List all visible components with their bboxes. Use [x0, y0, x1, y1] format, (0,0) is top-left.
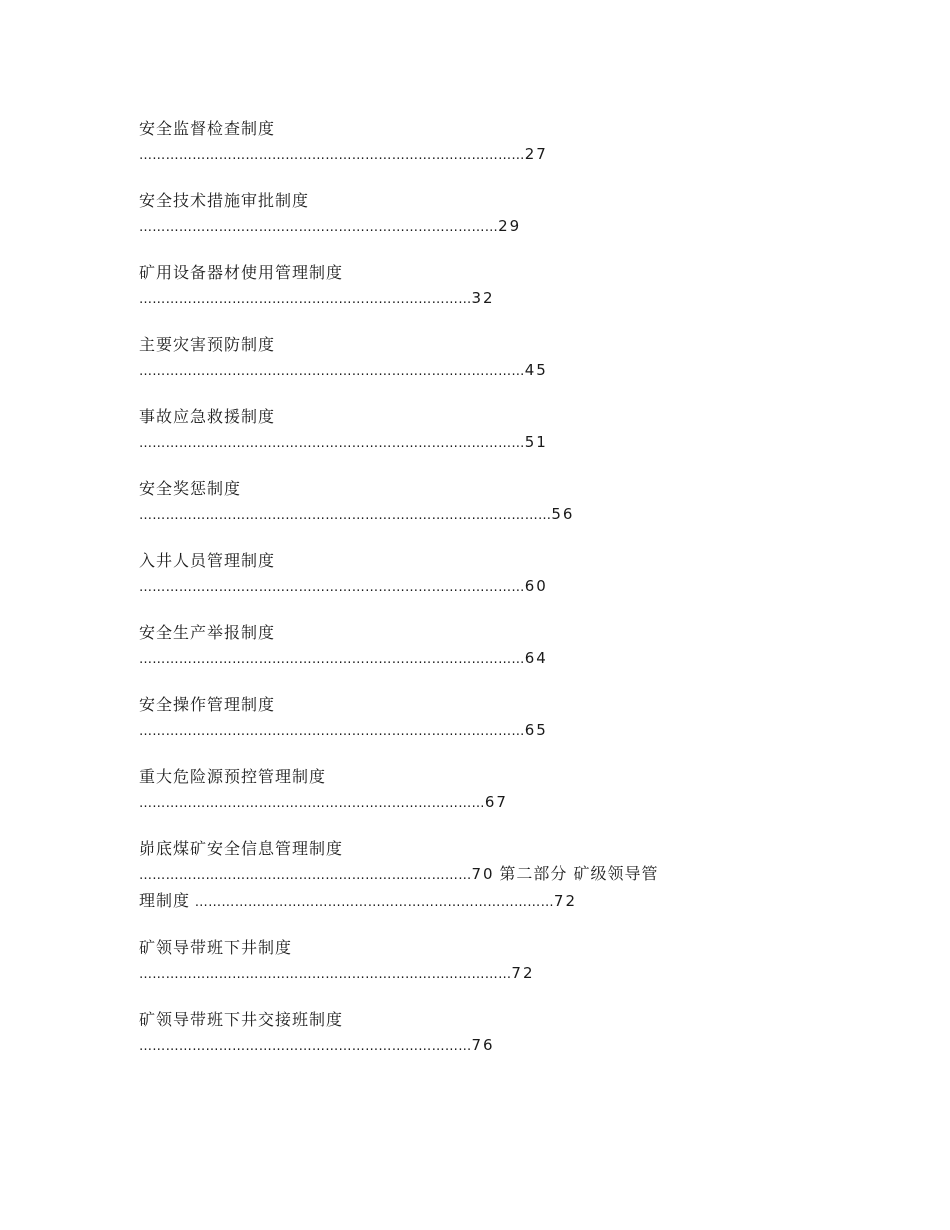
toc-entry-title: 安全技术措施审批制度 [139, 191, 310, 210]
toc-dot-leader: ……………………………………………………………………… [139, 220, 499, 235]
toc-leader-line [139, 288, 819, 308]
toc-page-number: 51 [524, 433, 548, 451]
toc-leader-line [139, 504, 819, 524]
toc-entry[interactable] [139, 477, 819, 524]
toc-page-number: 56 [551, 505, 575, 523]
toc-entry-title: 安全操作管理制度 [139, 695, 276, 714]
toc-dot-leader: ……………………………………………………………………… [194, 895, 554, 910]
toc-entry[interactable] [139, 261, 819, 308]
toc-entry-title: 安全监督检查制度 [139, 119, 276, 138]
toc-dot-leader: …………………………………………………………………………… [139, 364, 525, 379]
toc-leader-line [139, 1035, 819, 1055]
toc-page-number: 72 [553, 892, 577, 910]
toc-entry[interactable] [139, 936, 819, 983]
toc-entry-title: 峁底煤矿安全信息管理制度 [139, 839, 344, 858]
toc-entry[interactable] [139, 765, 819, 812]
toc-leader-line [139, 963, 819, 983]
toc-entry[interactable] [139, 333, 819, 380]
toc-dot-leader: …………………………………………………………………………… [139, 148, 525, 163]
toc-leader-line [139, 792, 819, 812]
toc-page-number: 60 [524, 577, 548, 595]
toc-page-number: 29 [498, 217, 522, 235]
toc-leader-line [139, 648, 819, 668]
toc-entry[interactable] [139, 1008, 819, 1055]
toc-dot-leader: …………………………………………………………………… [139, 796, 485, 811]
toc-entry-title: 安全奖惩制度 [139, 479, 242, 498]
toc-entry[interactable] [139, 189, 819, 236]
toc-entry-title: 矿领导带班下井制度 [139, 938, 293, 957]
toc-part-heading-continued: 理制度 [139, 891, 191, 910]
toc-part-heading: 第二部分 矿级领导管 [499, 864, 659, 883]
toc-page-number: 70 [471, 865, 495, 883]
toc-entry[interactable] [139, 117, 819, 164]
toc-page-number: 64 [524, 649, 548, 667]
toc-leader-line [139, 576, 819, 596]
toc-entry[interactable] [139, 837, 819, 911]
toc-entry[interactable] [139, 693, 819, 740]
toc-dot-leader: ………………………………………………………………… [139, 868, 472, 883]
toc-dot-leader: ………………………………………………………………… [139, 1039, 472, 1054]
toc-leader-line [139, 891, 819, 911]
toc-dot-leader: ………………………………………………………………………………… [139, 508, 552, 523]
toc-page-number: 65 [524, 721, 548, 739]
toc-leader-line [139, 432, 819, 452]
toc-leader-line [139, 144, 819, 164]
toc-page-number: 72 [511, 964, 535, 982]
toc-leader-line [139, 720, 819, 740]
table-of-contents [139, 117, 819, 1055]
toc-entry[interactable] [139, 549, 819, 596]
toc-entry-title: 安全生产举报制度 [139, 623, 276, 642]
toc-page-number: 67 [484, 793, 508, 811]
toc-leader-line [139, 360, 819, 380]
toc-page-number: 27 [524, 145, 548, 163]
toc-entry-title: 重大危险源预控管理制度 [139, 767, 327, 786]
toc-page-number: 76 [471, 1036, 495, 1054]
toc-dot-leader: …………………………………………………………………………… [139, 436, 525, 451]
toc-leader-line [139, 864, 819, 884]
toc-dot-leader: …………………………………………………………………………… [139, 652, 525, 667]
toc-dot-leader: …………………………………………………………………………… [139, 724, 525, 739]
toc-entry[interactable] [139, 621, 819, 668]
toc-leader-line [139, 216, 819, 236]
toc-entry-title: 事故应急救援制度 [139, 407, 276, 426]
toc-page-number: 45 [524, 361, 548, 379]
toc-entry-title: 矿领导带班下井交接班制度 [139, 1010, 344, 1029]
toc-entry-title: 矿用设备器材使用管理制度 [139, 263, 344, 282]
toc-entry-title: 入井人员管理制度 [139, 551, 276, 570]
toc-dot-leader: …………………………………………………………………………… [139, 580, 525, 595]
toc-dot-leader: ………………………………………………………………… [139, 292, 472, 307]
toc-entry-title: 主要灾害预防制度 [139, 335, 276, 354]
toc-dot-leader: ………………………………………………………………………… [139, 967, 512, 982]
toc-entry[interactable] [139, 405, 819, 452]
toc-page-number: 32 [471, 289, 495, 307]
